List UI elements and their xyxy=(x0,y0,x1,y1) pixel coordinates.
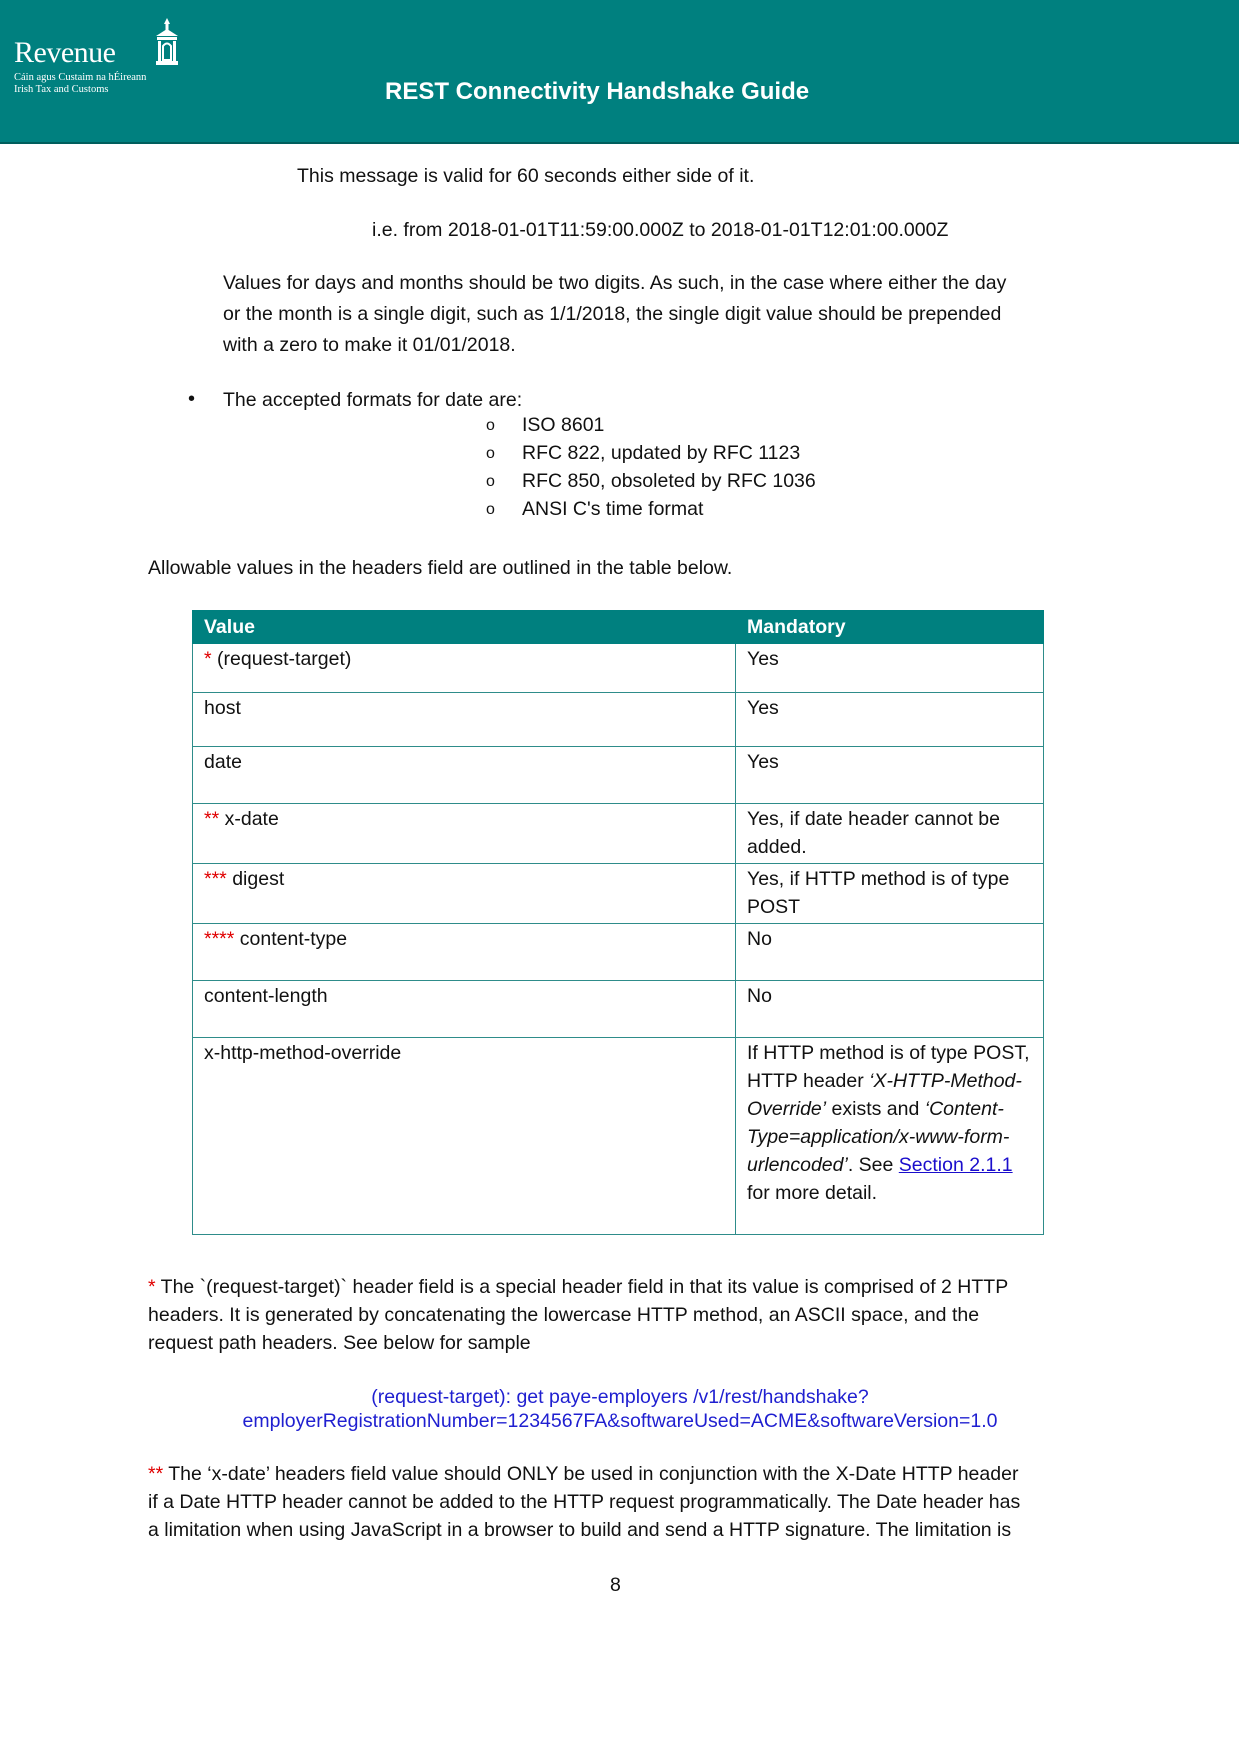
header-name-italic: ‘X-HTTP-Method-Override’ xyxy=(747,1070,1022,1120)
mandatory-text: . See xyxy=(847,1154,899,1176)
note-line: headers. It is generated by concatenating the lowercase HTTP method, an ASCII space, and the xyxy=(148,1304,980,1326)
list-item: RFC 850, obsoleted by RFC 1036 xyxy=(522,470,816,492)
list-item: RFC 822, updated by RFC 1123 xyxy=(522,442,801,464)
table-row xyxy=(193,981,1044,1038)
table-row xyxy=(193,1038,1044,1235)
value-cell xyxy=(193,924,736,981)
paragraph-line: or the month is a single digit, such as 1/1/2018, the single digit value should be prepended xyxy=(223,303,1002,325)
list-item: ISO 8601 xyxy=(522,414,605,436)
sub-bullet-marker: o xyxy=(486,473,495,490)
document-header-banner xyxy=(0,0,1239,144)
note-line: if a Date HTTP header cannot be added to the HTTP request programmatically. The Date header has xyxy=(148,1491,1021,1513)
mandatory-cell: Yes xyxy=(736,747,1044,804)
sub-bullet-marker: o xyxy=(486,417,495,434)
column-header-value: Value xyxy=(193,611,736,644)
value-text: content-type xyxy=(234,928,348,950)
revenue-logo xyxy=(14,14,184,104)
note-line: a limitation when using JavaScript in a browser to build and send a HTTP signature. The limitation is xyxy=(148,1519,1012,1541)
harp-building-icon xyxy=(154,16,180,68)
note-line: request path headers. See below for sample xyxy=(148,1332,531,1354)
value-text: host xyxy=(204,697,241,719)
table-row xyxy=(193,644,1044,693)
value-text: x-date xyxy=(219,808,279,830)
sub-bullet-marker: o xyxy=(486,501,495,518)
table-header-row xyxy=(193,611,1044,644)
sub-bullet-marker: o xyxy=(486,445,495,462)
footnote-mark: ** xyxy=(148,1463,164,1485)
mandatory-cell: Yes, if date header cannot be added. xyxy=(736,804,1044,864)
note-text: The ‘x-date’ headers field value should ONLY be used in conjunction with the X-Date HTTP header xyxy=(163,1463,1019,1485)
value-cell xyxy=(193,804,736,864)
validity-text: This message is valid for 60 seconds either side of it. xyxy=(297,165,755,187)
sample-line: (request-target): get paye-employers /v1/rest/handshake? xyxy=(371,1386,869,1408)
value-cell xyxy=(193,981,736,1038)
table-row xyxy=(193,747,1044,804)
note-text: The `(request-target)` header field is a special header field in that its value is comprised of 2 HTTP xyxy=(155,1276,1009,1298)
mandatory-cell xyxy=(736,1038,1044,1235)
value-cell xyxy=(193,864,736,924)
table-row xyxy=(193,804,1044,864)
list-item: ANSI C's time format xyxy=(522,498,704,520)
note-line xyxy=(148,1272,1008,1303)
validity-example: i.e. from 2018-01-01T11:59:00.000Z to 2018-01-01T12:01:00.000Z xyxy=(372,219,949,241)
footnote-mark: * xyxy=(148,1276,156,1298)
mandatory-text: If HTTP method is of type POST, HTTP header xyxy=(747,1042,1030,1092)
table-intro: Allowable values in the headers field are outlined in the table below. xyxy=(148,557,733,579)
footnote-mark: *** xyxy=(204,868,227,890)
value-cell xyxy=(193,644,736,693)
table-row xyxy=(193,924,1044,981)
paragraph-line: Values for days and months should be two digits. As such, in the case where either the day xyxy=(223,272,1007,294)
mandatory-cell: Yes, if HTTP method is of type POST xyxy=(736,864,1044,924)
value-cell xyxy=(193,693,736,747)
logo-subtitle-english: Irish Tax and Customs xyxy=(14,84,109,95)
value-text: x-http-method-override xyxy=(204,1042,402,1064)
page-number: 8 xyxy=(610,1574,621,1596)
footnote-mark: * xyxy=(204,648,212,670)
mandatory-cell: Yes xyxy=(736,693,1044,747)
value-text: content-length xyxy=(204,985,328,1007)
value-cell xyxy=(193,747,736,804)
logo-wordmark: Revenue xyxy=(14,36,116,69)
logo-subtitle xyxy=(14,72,146,96)
note-line xyxy=(148,1459,1018,1490)
footnote-mark: ** xyxy=(204,808,220,830)
bullet-marker: • xyxy=(188,388,196,410)
content-type-italic: ‘Content-Type=application/x-www-form-urlencoded’ xyxy=(747,1098,1010,1176)
table-row xyxy=(193,864,1044,924)
mandatory-text: exists and xyxy=(826,1098,925,1120)
value-text: date xyxy=(204,751,242,773)
value-text: digest xyxy=(226,868,285,890)
value-text: (request-target) xyxy=(211,648,352,670)
value-cell xyxy=(193,1038,736,1235)
mandatory-cell: No xyxy=(736,981,1044,1038)
table-row xyxy=(193,693,1044,747)
headers-table xyxy=(192,610,1044,1235)
sample-line: employerRegistrationNumber=1234567FA&softwareUsed=ACME&softwareVersion=1.0 xyxy=(242,1410,998,1432)
footnote-mark: **** xyxy=(204,928,235,950)
formats-intro: The accepted formats for date are: xyxy=(223,389,523,411)
mandatory-cell: Yes xyxy=(736,644,1044,693)
column-header-mandatory: Mandatory xyxy=(736,611,1044,644)
mandatory-text: for more detail. xyxy=(747,1182,878,1204)
paragraph-line: with a zero to make it 01/01/2018. xyxy=(223,334,516,356)
section-link[interactable]: Section 2.1.1 xyxy=(898,1154,1013,1176)
document-title: REST Connectivity Handshake Guide xyxy=(385,78,810,105)
mandatory-cell: No xyxy=(736,924,1044,981)
logo-subtitle-irish: Cáin agus Custaim na hÉireann xyxy=(14,72,147,83)
